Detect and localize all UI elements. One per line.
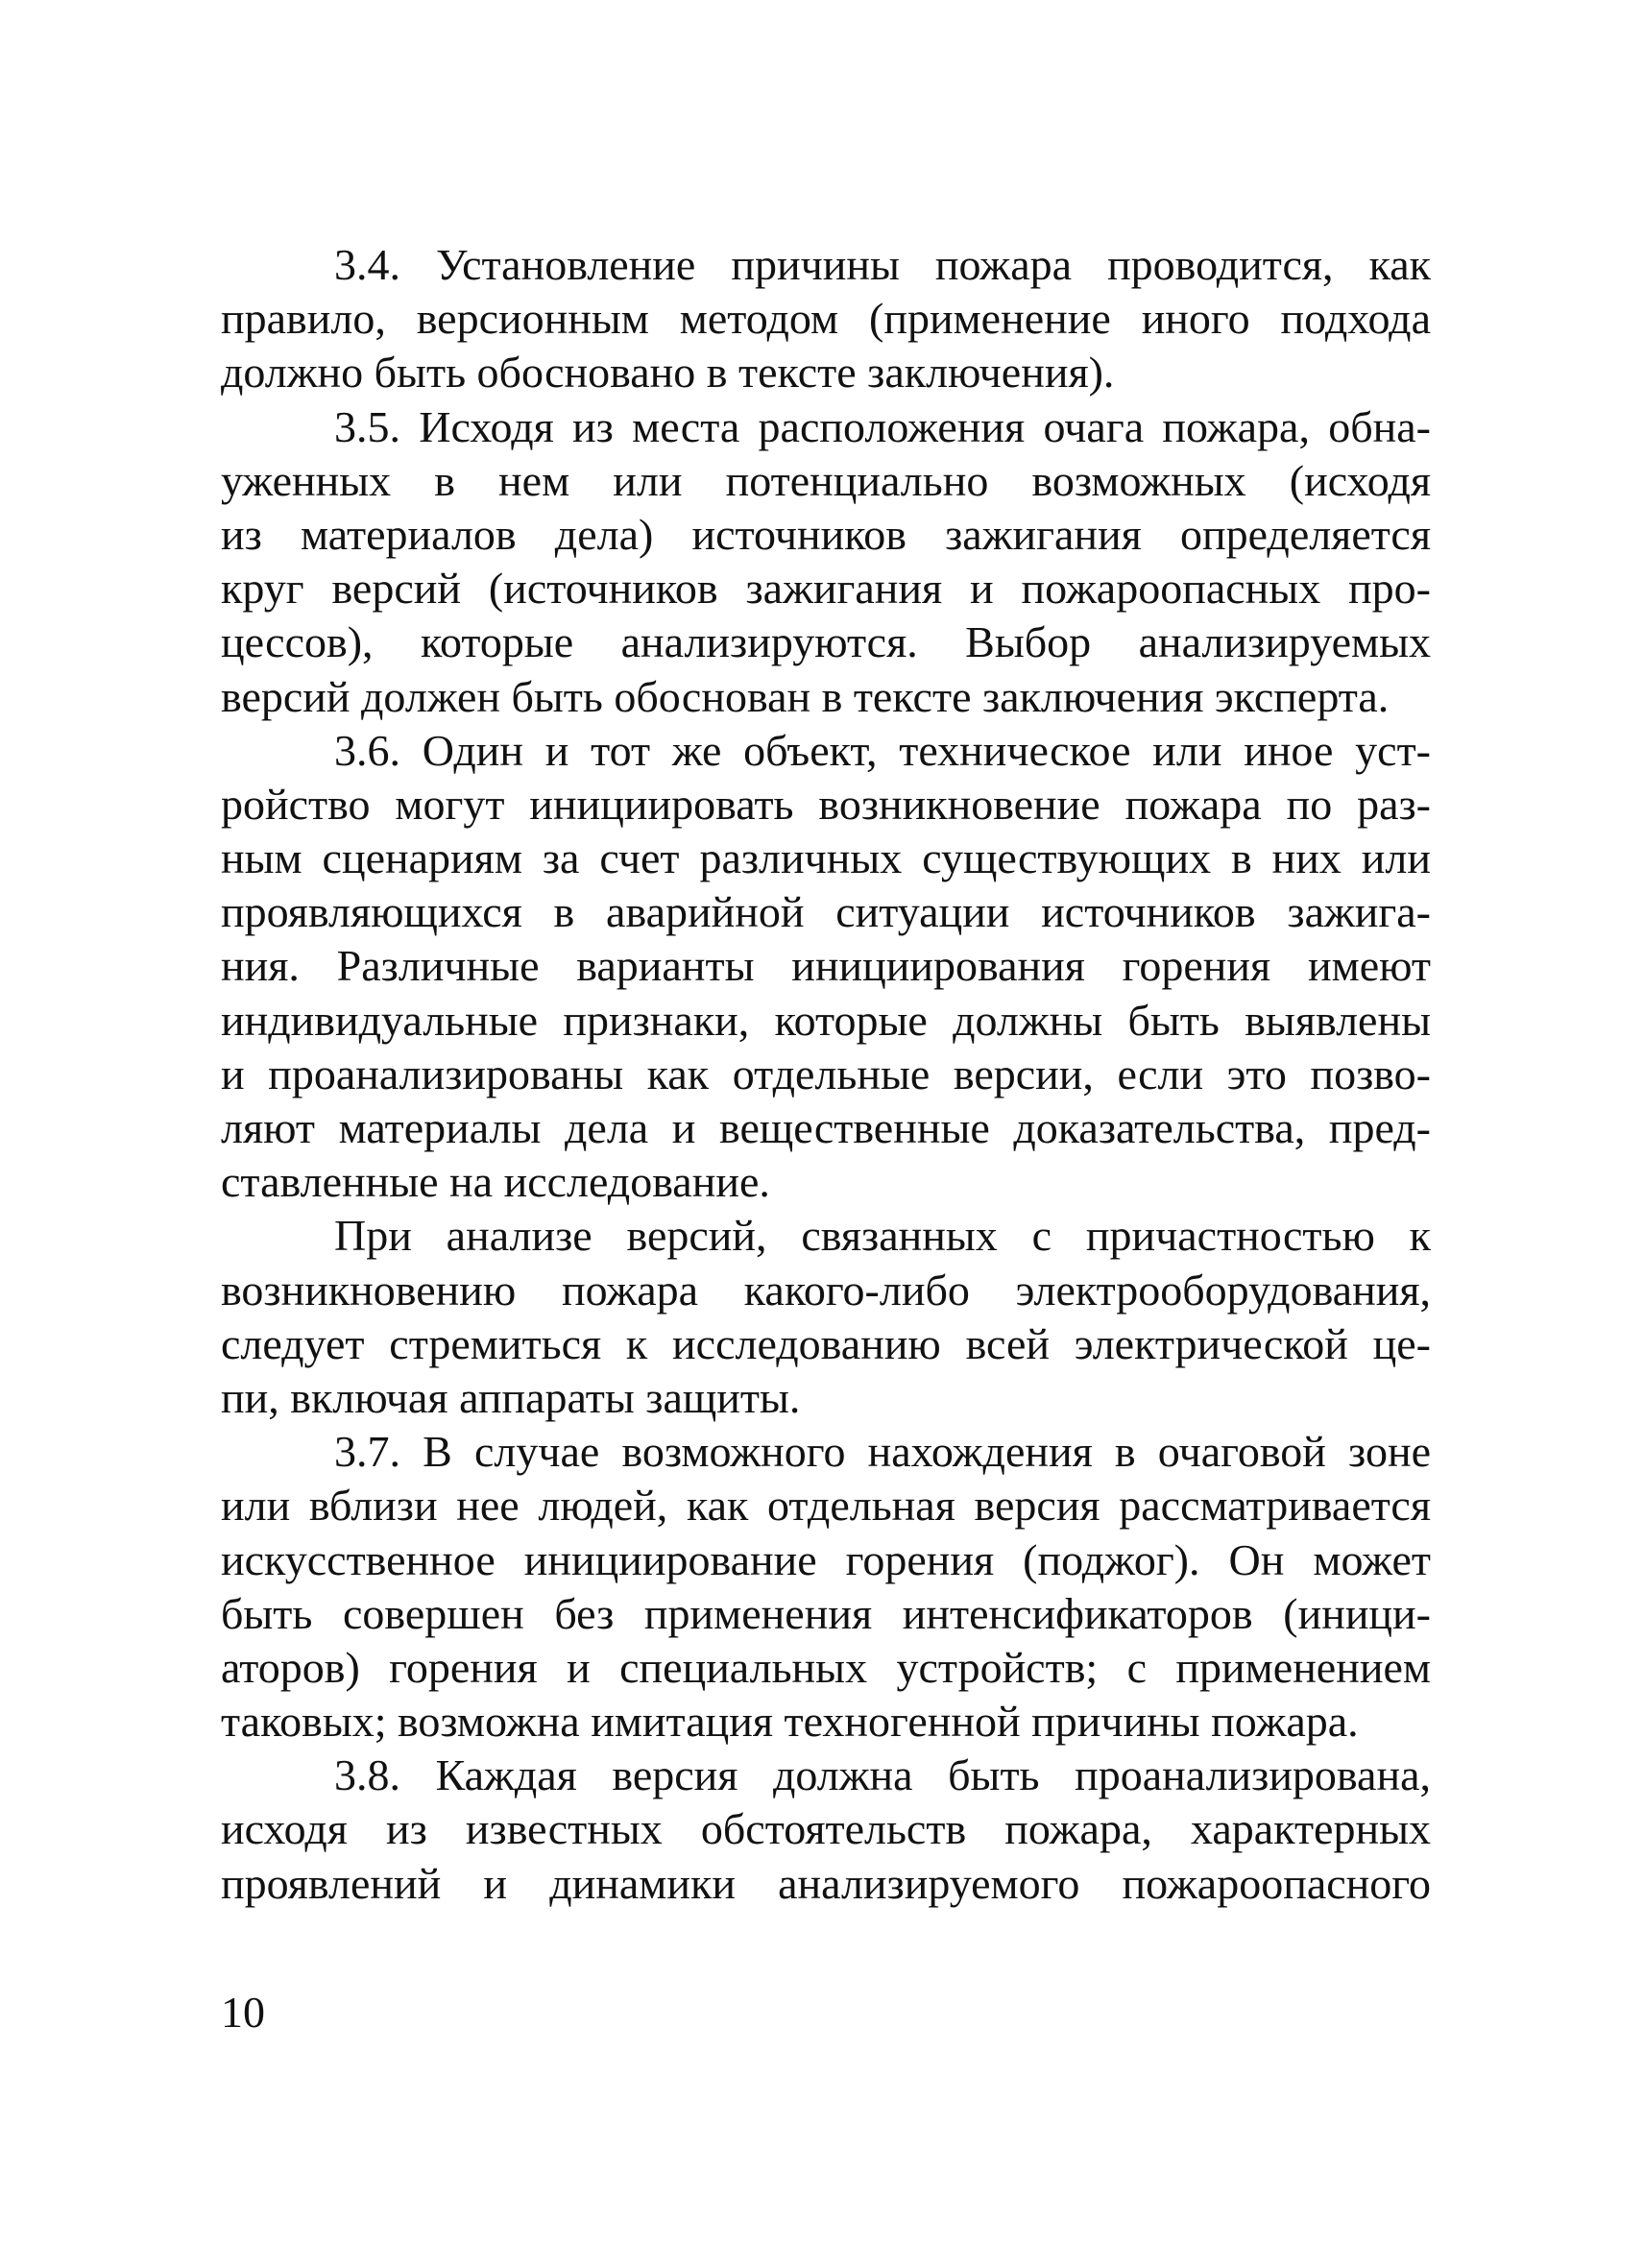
text-line: круг версий (источников зажигания и пожароопасных про- [221,564,1431,614]
text-line: ройство могут инициировать возникновение пожара по раз- [221,779,1431,829]
text-line: искусственное инициирование горения (поджог). Он может [221,1534,1431,1584]
text-line: исходя из известных обстоятельств пожара, характерных [221,1804,1431,1854]
text-line: проявлений и динамики анализируемого пожароопасного [221,1858,1431,1908]
text-line: версий должен быть обоснован в тексте заключения эксперта. [221,671,1390,721]
text-line: 3.7. В случае возможного нахождения в очаговой зоне [334,1427,1431,1477]
text-line: ляют материалы дела и вещественные доказательства, пред- [221,1103,1431,1152]
text-line: 3.6. Один и тот же объект, техническое или иное уст- [334,725,1431,775]
text-line: ния. Различные варианты инициирования горения имеют [221,941,1431,991]
text-line: аторов) горения и специальных устройств; с применением [221,1642,1431,1692]
text-line: таковых; возможна имитация техногенной причины пожара. [221,1697,1359,1747]
text-line: следует стремиться к исследованию всей электрической це- [221,1318,1431,1368]
body-text [221,238,1431,1911]
text-line: 3.5. Исходя из места расположения очага пожара, обна- [334,401,1431,451]
text-line: цессов), которые анализируются. Выбор анализируемых [221,617,1431,667]
text-line: 3.4. Установление причины пожара проводится, как [334,240,1431,289]
text-line: 3.8. Каждая версия должна быть проанализирована, [334,1750,1431,1800]
text-line: правило, версионным методом (применение иного подхода [221,294,1431,344]
text-line: возникновению пожара какого-либо электрооборудования, [221,1265,1431,1315]
text-line: При анализе версий, связанных с причастностью к [334,1211,1431,1261]
text-line: проявляющихся в аварийной ситуации источников зажига- [221,887,1431,937]
text-line: из материалов дела) источников зажигания определяется [221,509,1431,559]
text-line: ным сценариям за счет различных существующих в них или [221,833,1431,883]
text-line: или вблизи нее людей, как отдельная версия рассматривается [221,1481,1431,1531]
text-line: ставленные на исследование. [221,1157,770,1207]
text-line: пи, включая аппараты защиты. [221,1372,801,1422]
text-line: и проанализированы как отдельные версии, если это позво- [221,1049,1431,1098]
text-line: уженных в нем или потенциально возможных (исходя [221,455,1431,505]
text-line: должно быть обосновано в тексте заключения). [221,348,1115,398]
page-number: 10 [221,1988,265,2037]
text-line: индивидуальные признаки, которые должны быть выявлены [221,995,1431,1045]
text-line: быть совершен без применения интенсификаторов (иници- [221,1588,1431,1638]
